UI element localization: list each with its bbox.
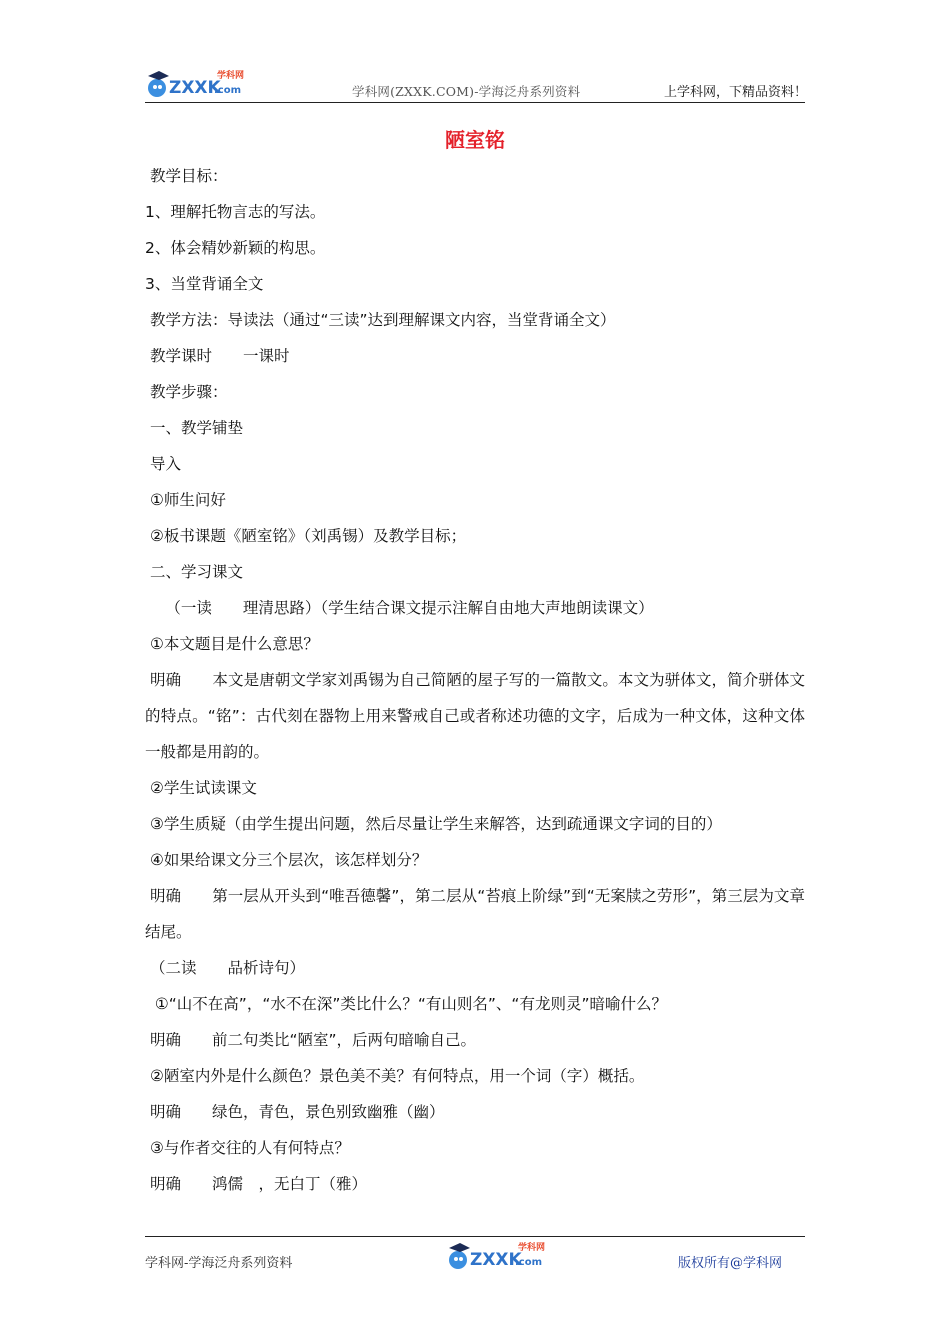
logo-suffix: .com [515,1257,543,1268]
footer-divider [145,1236,805,1237]
text-line: （一读 理清思路）（学生结合课文提示注解自由地大声地朗读课文） [145,599,654,617]
text-line: （二读 品析诗句） [145,959,305,977]
text-line: 教学目标： [145,167,228,185]
footer-left-text: 学科网-学海泛舟系列资料 [145,1256,293,1271]
text-line: ②板书课题《陋室铭》（刘禹锡）及教学目标； [145,527,467,545]
page-title: 陋室铭 [445,128,505,152]
text-line: ②学生试读课文 [145,779,257,797]
header-right-text: 上学科网，下精品资料！ [663,85,807,100]
text-line: 教学方法：导读法（通过“三读”达到理解课文内容，当堂背诵全文） [145,311,616,329]
logo-text: ZXXK [470,1250,522,1270]
document-body [145,158,805,1202]
text-paragraph: 明确 第一层从开头到“唯吾德馨”，第二层从“苔痕上阶绿”到“无案牍之劳形”，第三层为文章结尾。 [145,887,805,941]
text-line: 教学步骤： [145,383,228,401]
text-line: 教学课时 一课时 [145,347,290,365]
header-center-text: 学科网(ZXXK.COM)-学海泛舟系列资料 [352,84,581,99]
text-line: 明确 鸿儒 ，无白丁（雅） [145,1175,367,1193]
footer-logo [446,1238,551,1272]
text-line: ③与作者交往的人有何特点？ [145,1139,350,1157]
text-line: 导入 [145,455,181,473]
text-line: 3、当堂背诵全文 [145,275,264,293]
text-line: 2、体会精妙新颖的构思。 [145,239,326,257]
header-logo [145,66,250,100]
text-line: 二、学习课文 [145,563,243,581]
text-line: ①师生问好 [145,491,226,509]
text-line: ④如果给课文分三个层次，该怎样划分？ [145,851,428,869]
text-line: 一、教学铺垫 [145,419,243,437]
text-line: ①“山不在高”，“水不在深”类比什么？“有山则名”、“有龙则灵”暗喻什么？ [145,995,667,1013]
text-paragraph: 明确 本文是唐朝文学家刘禹锡为自己简陋的屋子写的一篇散文。本文为骈体文，简介骈体文的特点。“铭”：古代刻在器物上用来警戒自己或者称述功德的文字，后成为一种文体，这种文体一般都是用韵的。 [145,671,805,761]
text-line: 明确 绿色，青色，景色别致幽雅（幽） [145,1103,445,1121]
header-divider [145,102,805,103]
text-line: 1、理解托物言志的写法。 [145,203,326,221]
logo-badge: 学科网 [518,1243,546,1253]
footer-right-text: 版权所有@学科网 [677,1256,782,1271]
logo-suffix: .com [214,85,242,96]
text-line: ②陋室内外是什么颜色？景色美不美？有何特点，用一个词（字）概括。 [145,1067,645,1085]
text-line: 明确 前二句类比“陋室”，后两句暗喻自己。 [145,1031,476,1049]
text-line: ③学生质疑（由学生提出问题，然后尽量让学生来解答，达到疏通课文字词的目的） [145,815,722,833]
text-line: ①本文题目是什么意思？ [145,635,319,653]
logo-text: ZXXK [169,78,221,98]
logo-badge: 学科网 [217,71,245,81]
